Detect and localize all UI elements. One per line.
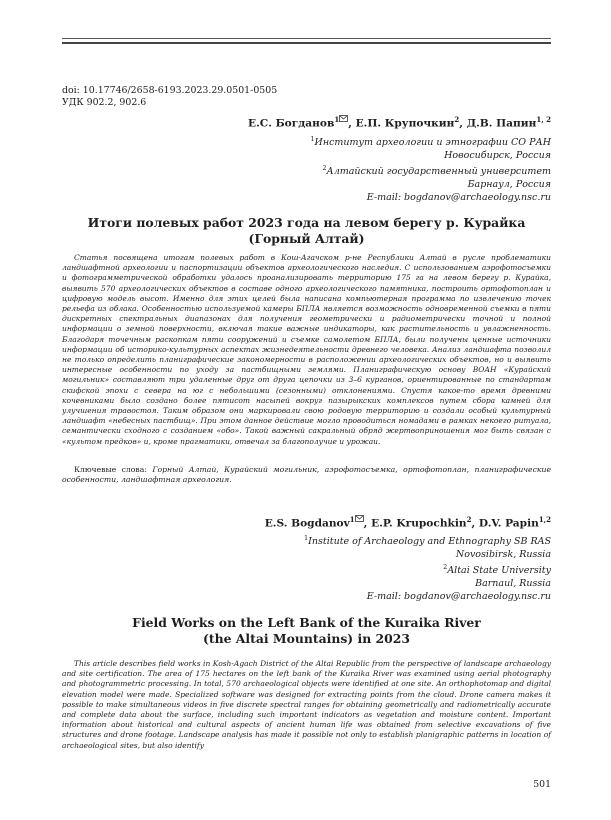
header-rule-thick (62, 42, 551, 44)
affiliations-ru (310, 133, 551, 204)
authors-en (265, 515, 551, 530)
abstract-ru: Статья посвящена итогам полевых работ в Кош-Агачском р-не Республики Алтай в русле проблематики ландшафтной археологии и паспортизации объектов археологического наследия. С использованием аэрофотосъемки и фотограмметрической обработки удалось проанализировать территорию 175 га на левом берегу р. Курайка, выявить 570 археологических объектов в составе одного археологического памятника, построить ортофотоплан и цифровую модель высот. Именно для этих целей была написана компьютерная программа по извлечению точек рельефа из облака. Особенностью используемой камеры БПЛА является возможность одновременной съемки в пяти дискретных спектральных диапазонах для получения геометрически и радиометрически точной и полной информации о земной поверхности, включая такие важные индикаторы, как растительность и увлажненность. Благодаря точечным раскопкам пяти сооружений и съемке самолетом БПЛА, были получены ценные источники информации об историко-культурных аспектах жизнедеятельности древнего человека. Анализ ландшафта позволил не только определить планиграфические закономерности в расположении археологических объектов, но и выявить интересные особенности по уходу за пастбищными землями. Планиграфическую основу ВОАН «Курайский могильник» составляют три удаленные друг от друга цепочки из 3–6 курганов, ориентированные по стандартам скифской эпохи с севера на юг с небольшими (сезонными) отклонениями. Спустя какое-то время древними кочевниками было создано более пятисот насыпей вокруг пазырыкских комплексов путем сбора камней для улучшения травостоя. Таким образом они маркировали свою родовую территорию и создали особый культурный ландшафт «небесных пастбищ». При этом данное действие могло проводиться номадами в рамках некоего ритуала, семантически сходного с созданием «обо». Такой важный сакральный обряд жертвоприношения мог быть связан с «культом предков» и, кроме прагматики, отвечал за благополучие и урожаи. (62, 253, 551, 446)
affiliation-line: $^2$Altai State University (443, 563, 551, 577)
article-title-ru: Итоги полевых работ 2023 года на левом берегу р. Курайка (Горный Алтай) (87, 215, 526, 247)
affiliation-mark: 1 (349, 515, 355, 524)
affiliation-line: $^2$Алтайский государственный университет (322, 164, 551, 178)
keywords-ru (62, 465, 551, 486)
affiliation-line: $^1$Институт археологии и этнографии СО РАН (310, 135, 551, 149)
article-meta (62, 85, 277, 110)
envelope-icon[interactable] (339, 115, 348, 124)
doi: doi: 10.17746/2658-6193.2023.29.0501-0505 (62, 85, 278, 96)
affiliation-city: Новосибирск, Россия (444, 149, 551, 161)
article-title-en: Field Works on the Left Bank of the Kuraika River (the Altai Mountains) in 2023 (132, 615, 481, 647)
affiliations-en (304, 532, 551, 603)
author-name: D.V. Papin (478, 517, 539, 530)
author-separator: , (348, 117, 352, 130)
affiliation-city: Novosibirsk, Russia (455, 548, 551, 560)
affiliation-mark: 1 (334, 115, 340, 124)
affiliation-city: Барнаул, Россия (467, 179, 551, 191)
author-name: Е.П. Крупочкин (355, 117, 455, 130)
affiliation-mark: 2 (443, 563, 448, 572)
author-separator: , (471, 517, 476, 530)
keywords-text: Горный Алтай, Курайский могильник, аэрофотосъемка, ортофотоплан, планиграфические особенности, ландшафтная археология. (62, 465, 551, 485)
affiliation-mark: 1 (310, 135, 315, 143)
author-name: Е.С. Богданов (248, 117, 335, 130)
email[interactable]: E-mail: bogdanov@archaeology.nsc.ru (366, 191, 551, 203)
affiliation-mark: 2 (454, 115, 460, 124)
affiliation-mark: 1, 2 (536, 115, 551, 124)
authors-ru (248, 115, 551, 130)
envelope-icon[interactable] (355, 515, 364, 524)
page-number: 501 (533, 779, 551, 790)
keywords-label: Ключевые слова: (74, 465, 147, 474)
affiliation-line: $^1$Institute of Archaeology and Ethnography SB RAS (304, 534, 551, 548)
author-separator: , (363, 517, 368, 530)
affiliation-mark: 1 (304, 534, 309, 542)
affiliation-mark: 1,2 (538, 515, 551, 524)
udk: УДК 902.2, 902.6 (62, 97, 147, 109)
author-name: E.P. Krupochkin (371, 517, 467, 530)
author-name: Д.В. Папин (466, 117, 537, 130)
affiliation-mark: 2 (466, 515, 472, 524)
author-separator: , (459, 117, 463, 130)
abstract-en: This article describes field works in Kosh-Agach District of the Altai Republic from the perspective of landscape archaeology and site certification. The area of 175 hectares on the left bank of the Kuraika River was examined using aerial photography and photogrammetric processing. In total, 570 archaeological objects were identified at one site. An orthophotomap and digital elevation model were made. Specialized software was designed for extracting points from the cloud. Drone camera makes it possible to make simultaneous videos in five discrete spectral ranges for obtaining geometrically and radiometrically accurate and complete data about the surface, including such important indicators as vegetation and moisture content. Important information about historical and cultural aspects of ancient human life was obtained from selective excavations of five structures and drone footage. Landscape analysis has made it possible not only to establish planigraphic patterns in location of archaeological sites, but also identify (62, 659, 551, 750)
email[interactable]: E-mail: bogdanov@archaeology.nsc.ru (366, 590, 551, 602)
header-rule-thin (62, 38, 551, 39)
affiliation-city: Barnaul, Russia (475, 578, 551, 590)
affiliation-mark: 2 (322, 164, 327, 173)
author-name: E.S. Bogdanov (264, 517, 350, 530)
